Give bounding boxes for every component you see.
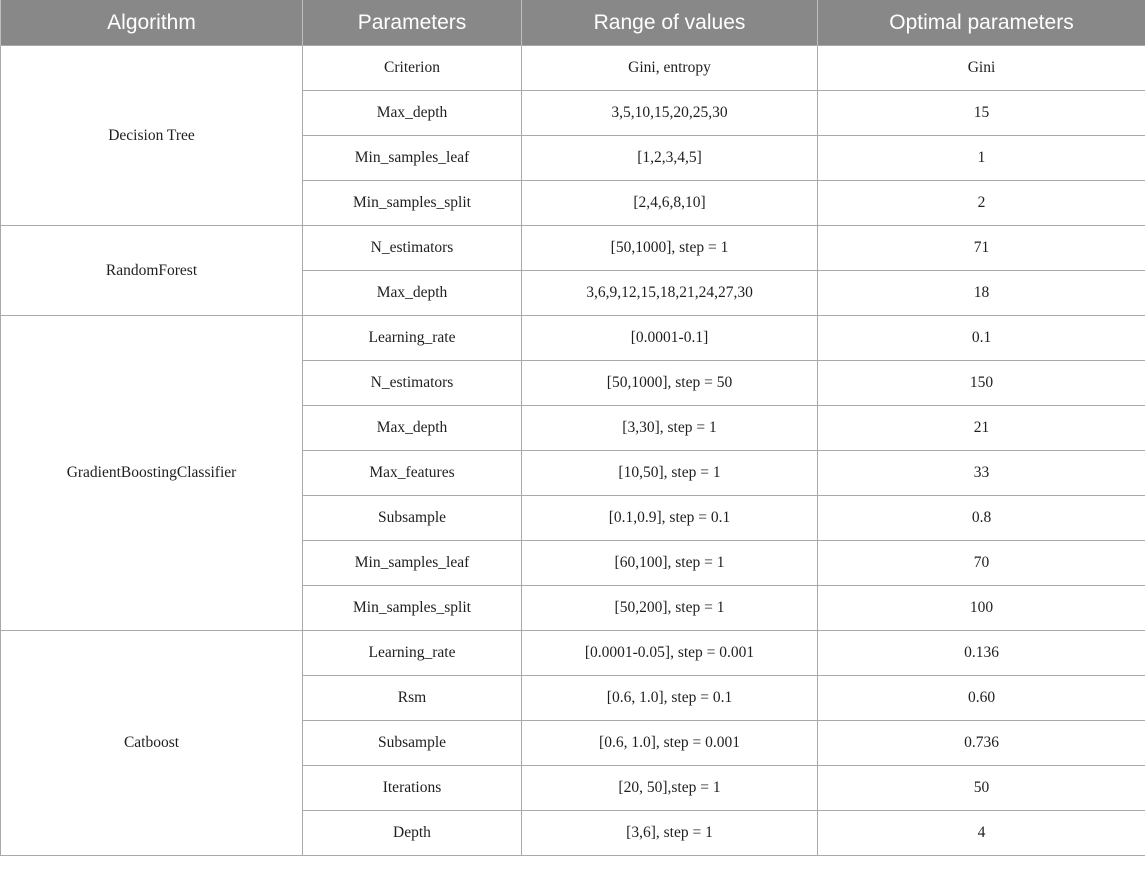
optimal-cell: Gini: [818, 46, 1145, 91]
header-algorithm: Algorithm: [1, 0, 303, 46]
parameter-cell: Max_depth: [303, 406, 522, 451]
range-cell: [0.6, 1.0], step = 0.1: [522, 676, 818, 721]
parameter-cell: Min_samples_leaf: [303, 541, 522, 586]
table-row: [1, 631, 1145, 676]
parameter-cell: N_estimators: [303, 226, 522, 271]
parameter-cell: Depth: [303, 811, 522, 856]
table-row: [1, 316, 1145, 361]
optimal-cell: 70: [818, 541, 1145, 586]
range-cell: [1,2,3,4,5]: [522, 136, 818, 181]
optimal-cell: 71: [818, 226, 1145, 271]
parameter-cell: Subsample: [303, 496, 522, 541]
parameter-cell: Min_samples_split: [303, 181, 522, 226]
parameter-cell: Rsm: [303, 676, 522, 721]
range-cell: Gini, entropy: [522, 46, 818, 91]
header-parameters: Parameters: [303, 0, 522, 46]
optimal-cell: 50: [818, 766, 1145, 811]
optimal-cell: 15: [818, 91, 1145, 136]
optimal-cell: 0.60: [818, 676, 1145, 721]
range-cell: [50,1000], step = 50: [522, 361, 818, 406]
table-body: [1, 46, 1145, 856]
algorithm-cell: GradientBoostingClassifier: [1, 316, 303, 631]
range-cell: [0.0001-0.05], step = 0.001: [522, 631, 818, 676]
parameter-cell: Learning_rate: [303, 316, 522, 361]
parameter-cell: Min_samples_split: [303, 586, 522, 631]
optimal-cell: 33: [818, 451, 1145, 496]
range-cell: [0.0001-0.1]: [522, 316, 818, 361]
range-cell: [60,100], step = 1: [522, 541, 818, 586]
range-cell: 3,6,9,12,15,18,21,24,27,30: [522, 271, 818, 316]
parameter-cell: Subsample: [303, 721, 522, 766]
range-cell: [2,4,6,8,10]: [522, 181, 818, 226]
range-cell: [50,1000], step = 1: [522, 226, 818, 271]
optimal-cell: 0.8: [818, 496, 1145, 541]
range-cell: [10,50], step = 1: [522, 451, 818, 496]
range-cell: [0.6, 1.0], step = 0.001: [522, 721, 818, 766]
range-cell: [50,200], step = 1: [522, 586, 818, 631]
optimal-cell: 4: [818, 811, 1145, 856]
optimal-cell: 21: [818, 406, 1145, 451]
parameter-cell: Iterations: [303, 766, 522, 811]
algorithm-cell: Decision Tree: [1, 46, 303, 226]
parameter-cell: Min_samples_leaf: [303, 136, 522, 181]
parameter-cell: Learning_rate: [303, 631, 522, 676]
range-cell: [0.1,0.9], step = 0.1: [522, 496, 818, 541]
range-cell: [3,30], step = 1: [522, 406, 818, 451]
optimal-cell: 0.1: [818, 316, 1145, 361]
optimal-cell: 0.736: [818, 721, 1145, 766]
header-optimal-parameters: Optimal parameters: [818, 0, 1145, 46]
range-cell: [3,6], step = 1: [522, 811, 818, 856]
optimal-cell: 0.136: [818, 631, 1145, 676]
parameter-cell: Criterion: [303, 46, 522, 91]
optimal-cell: 1: [818, 136, 1145, 181]
algorithm-cell: Catboost: [1, 631, 303, 856]
header-range-of-values: Range of values: [522, 0, 818, 46]
range-cell: [20, 50],step = 1: [522, 766, 818, 811]
parameter-cell: N_estimators: [303, 361, 522, 406]
algorithm-cell: RandomForest: [1, 226, 303, 316]
range-cell: 3,5,10,15,20,25,30: [522, 91, 818, 136]
table-header: [1, 0, 1145, 46]
optimal-cell: 100: [818, 586, 1145, 631]
optimal-cell: 18: [818, 271, 1145, 316]
header-row: [1, 0, 1145, 46]
optimal-cell: 2: [818, 181, 1145, 226]
parameter-cell: Max_depth: [303, 91, 522, 136]
table-row: [1, 226, 1145, 271]
parameter-cell: Max_features: [303, 451, 522, 496]
optimal-cell: 150: [818, 361, 1145, 406]
table-row: [1, 46, 1145, 91]
parameter-cell: Max_depth: [303, 271, 522, 316]
